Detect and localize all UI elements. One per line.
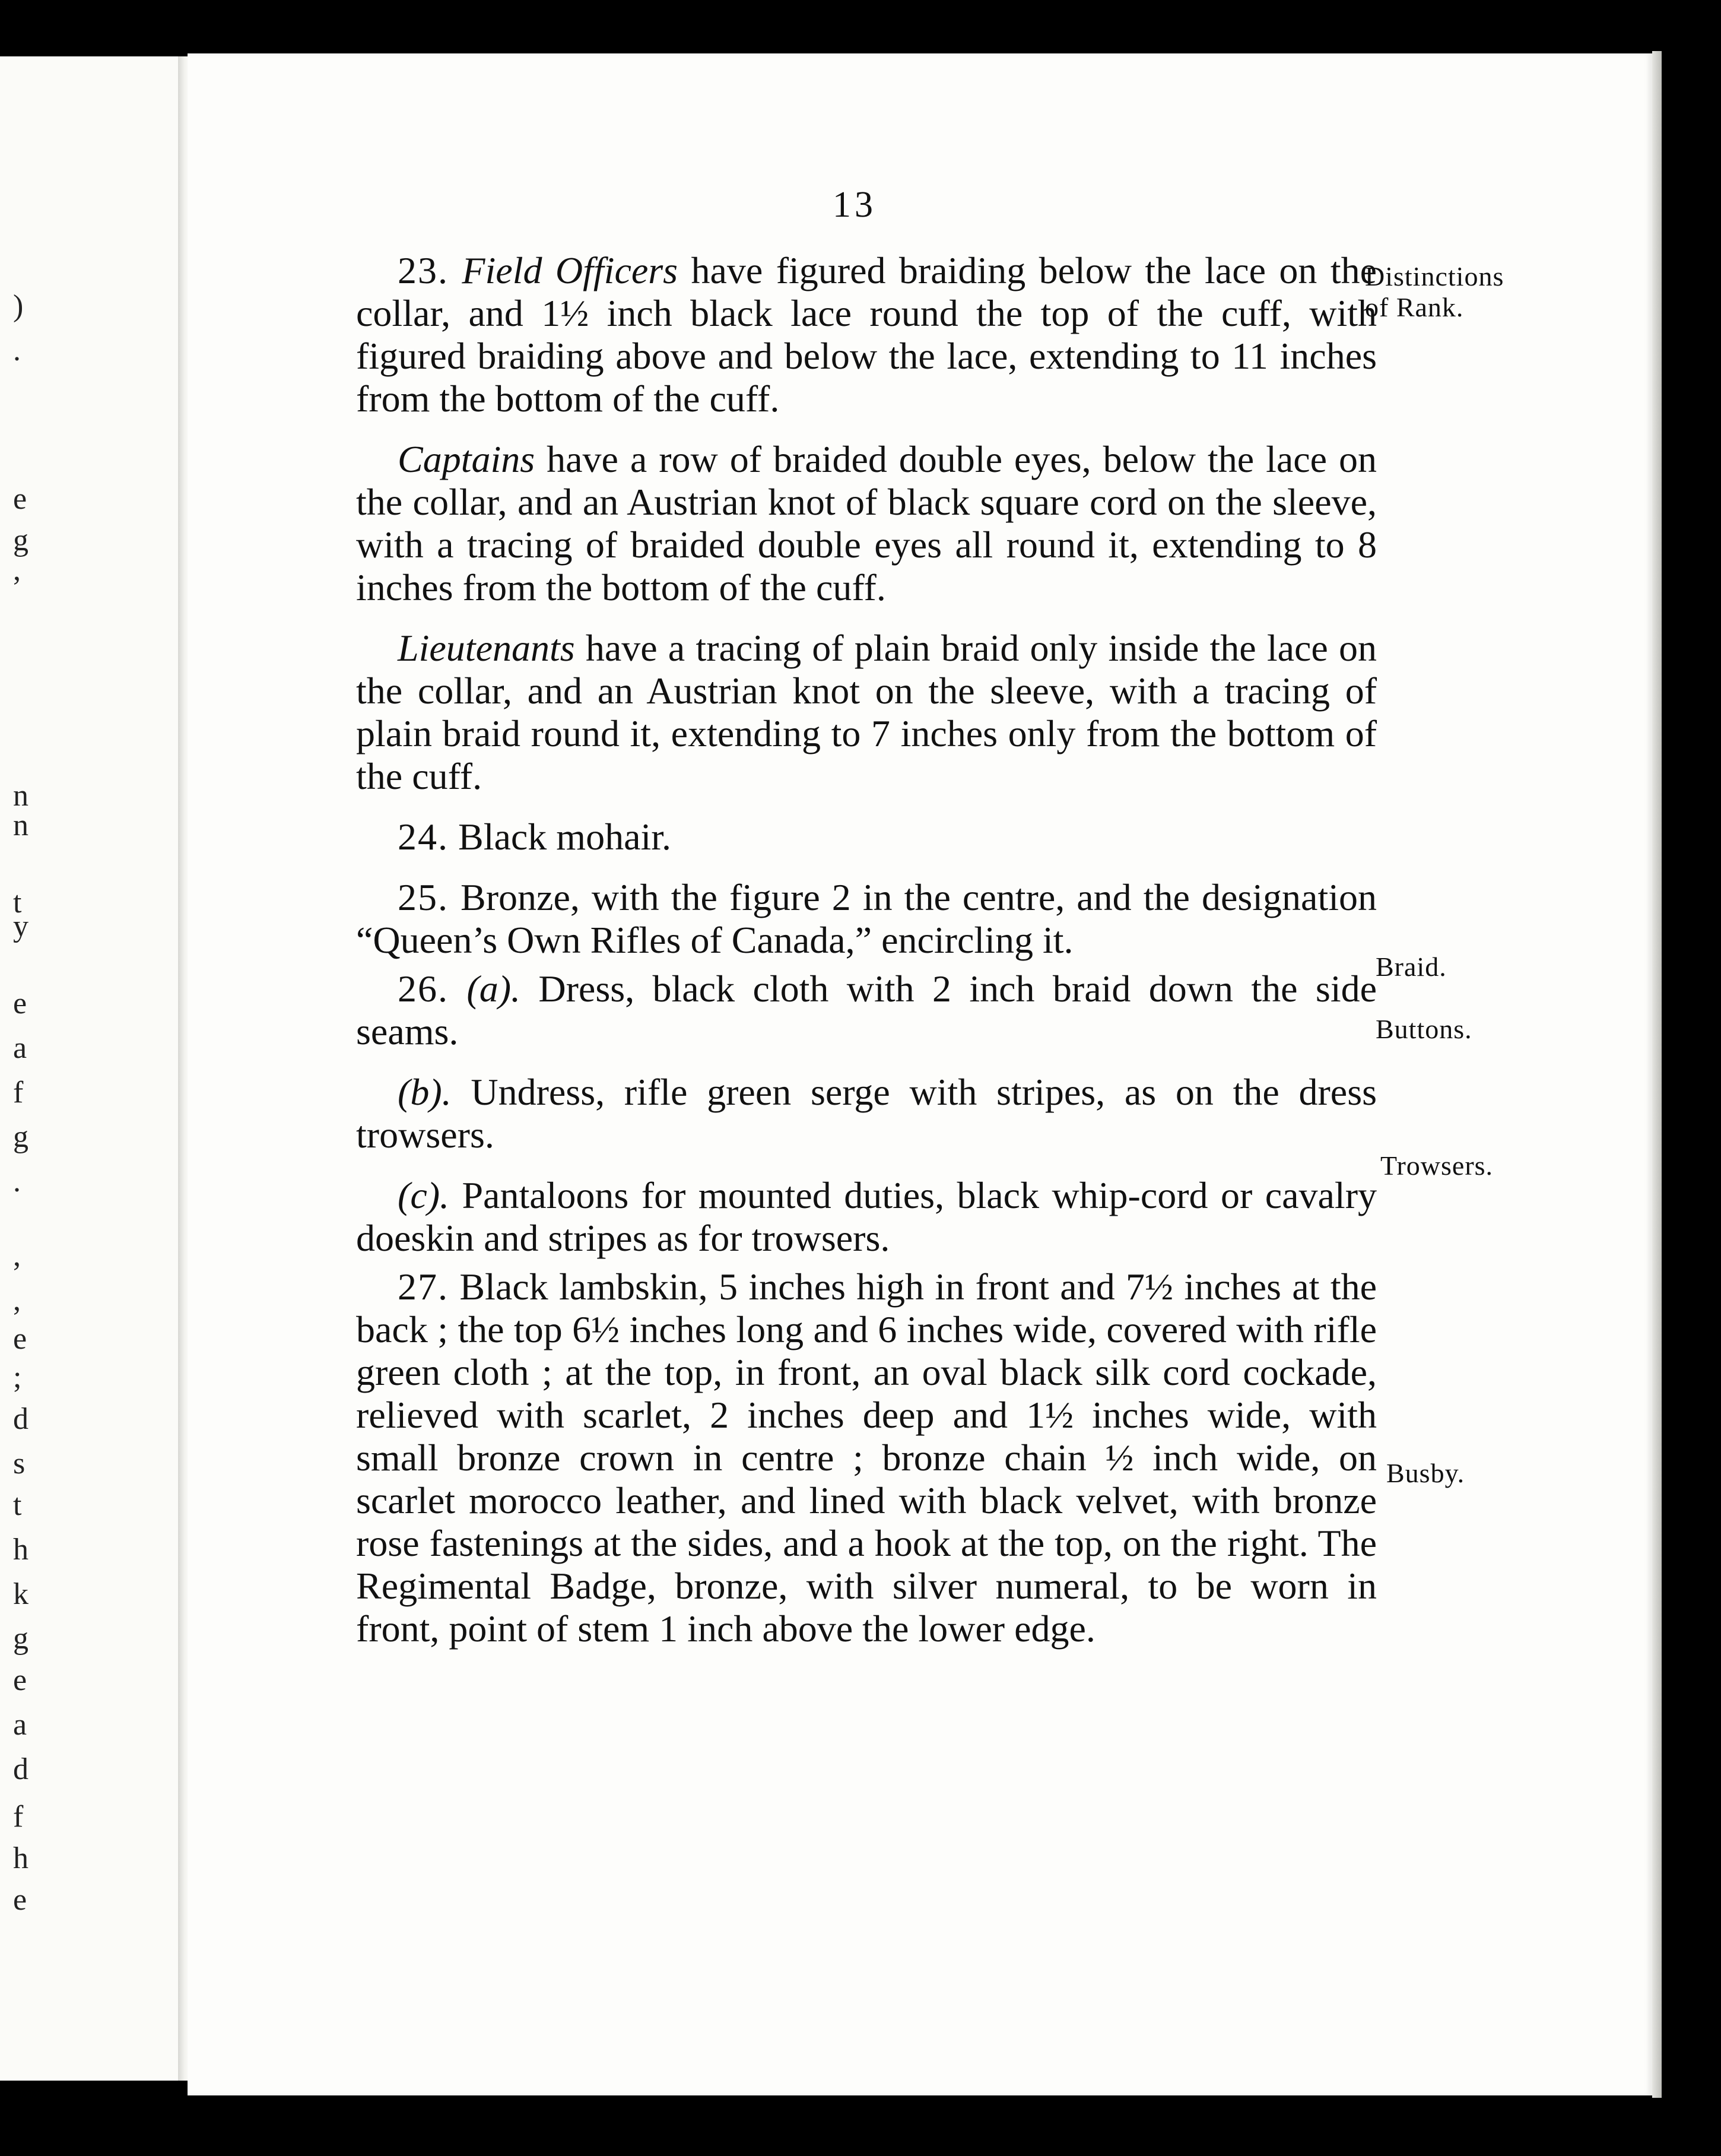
left-fragment: d xyxy=(13,1402,28,1436)
left-fragment: t xyxy=(13,1488,22,1522)
margin-note-braid: Braid. xyxy=(1376,952,1447,982)
left-fragment: e xyxy=(13,1883,27,1917)
left-fragment: f xyxy=(13,1076,24,1109)
left-fragment: n xyxy=(13,779,28,813)
page-number: 13 xyxy=(833,185,877,225)
paragraph-number: 24. xyxy=(398,816,449,858)
paragraph-27 xyxy=(356,1266,1377,1650)
margin-note-buttons: Buttons. xyxy=(1376,1014,1472,1044)
left-fragment: h xyxy=(13,1841,28,1875)
margin-note-line: of Rank. xyxy=(1365,292,1464,322)
paragraph-26b xyxy=(356,1071,1377,1156)
paragraph-text: Black mohair. xyxy=(458,816,672,858)
paragraph-captains xyxy=(356,438,1377,609)
paragraph-text: have figured braiding below the lace on the collar, and 1½ inch black lace round the top of the cuff, with figured braiding above and below the lace, extending to 11 inches from the bottom of the cuff. xyxy=(356,249,1377,420)
paragraph-number: 27. xyxy=(398,1266,449,1308)
left-fragment: , xyxy=(13,1283,21,1317)
paragraph-lieutenants xyxy=(356,627,1377,798)
sub-label: (c). xyxy=(398,1174,450,1216)
margin-note-busby: Busby. xyxy=(1386,1458,1465,1488)
sub-label: (a). xyxy=(466,968,520,1010)
paragraph-25 xyxy=(356,876,1377,962)
rank-label-field-officers: Field Officers xyxy=(462,249,678,291)
rank-label-captains: Captains xyxy=(398,438,535,480)
paragraph-text: Black lambskin, 5 inches high in front and 7½ inches at the back ; the top 6½ inches long and 6 inches wide, covered with rifle green cloth ; at the top, in front, an oval black silk cord cockade, relieved with scarlet, 2 inches deep and 1½ inches wide, with small bronze crown in centre ; bronze chain ½ inch wide, on scarlet morocco leather, and lined with black velvet, with bronze rose fastenings at the sides, and a hook at the top, on the right. The Regimental Badge, bronze, with silver numeral, to be worn in front, point of stem 1 inch above the lower edge. xyxy=(356,1266,1377,1650)
paragraph-23 xyxy=(356,249,1377,420)
left-fragment: . xyxy=(13,334,21,367)
left-fragment: k xyxy=(13,1577,28,1611)
paragraph-text: have a row of braided double eyes, below the lace on the collar, and an Austrian knot of black square cord on the sleeve, with a tracing of braided double eyes all round it, extending to 8 inches from the bottom of the cuff. xyxy=(356,438,1377,608)
left-fragment: f xyxy=(13,1800,24,1834)
page-edge xyxy=(1652,51,1662,2098)
left-page xyxy=(0,56,185,2081)
left-fragment: s xyxy=(13,1447,26,1480)
left-fragment: e xyxy=(13,482,27,516)
paragraph-text: Dress, black cloth with 2 inch braid down the side seams. xyxy=(356,968,1377,1052)
left-fragment: ) xyxy=(13,289,24,323)
left-fragment: . xyxy=(13,1165,21,1199)
left-fragment: e xyxy=(13,1322,27,1356)
paragraph-number: 25. xyxy=(398,876,449,918)
paragraph-number: 26. xyxy=(398,968,449,1010)
margin-note-distinctions xyxy=(1365,261,1504,323)
left-fragment: t xyxy=(13,886,22,920)
left-fragment: , xyxy=(13,1239,21,1273)
left-fragment: e xyxy=(13,1663,27,1697)
left-fragment: d xyxy=(13,1752,28,1786)
margin-note-line: Distinctions xyxy=(1365,261,1504,291)
paragraph-26a xyxy=(356,968,1377,1053)
paragraph-24 xyxy=(356,816,1377,858)
body-text xyxy=(356,249,1377,1650)
left-page-fragments xyxy=(0,56,185,2081)
left-fragment: y xyxy=(13,909,28,943)
left-fragment: ; xyxy=(13,1361,22,1394)
left-fragment: h xyxy=(13,1533,28,1567)
margin-note-trowsers: Trowsers. xyxy=(1380,1150,1494,1181)
left-fragment: a xyxy=(13,1031,27,1065)
left-fragment: n xyxy=(13,808,28,842)
paragraph-number: 23. xyxy=(398,249,449,291)
paragraph-text: have a tracing of plain braid only inside the lace on the collar, and an Austrian knot on the sleeve, with a tracing of plain braid round it, extending to 7 inches only from the bottom of the cuff. xyxy=(356,627,1377,797)
paragraph-26c xyxy=(356,1174,1377,1260)
left-fragment: , xyxy=(13,553,21,587)
paragraph-text: Undress, rifle green serge with stripes, as on the dress trowsers. xyxy=(356,1071,1377,1156)
left-fragment: g xyxy=(13,1120,28,1154)
left-fragment: a xyxy=(13,1708,27,1742)
left-fragment: e xyxy=(13,987,27,1020)
left-fragment: g xyxy=(13,1622,28,1656)
paragraph-text: Pantaloons for mounted duties, black whip-cord or cavalry doeskin and stripes as for trowsers. xyxy=(356,1174,1377,1259)
left-fragment: g xyxy=(13,524,28,557)
rank-label-lieutenants: Lieutenants xyxy=(398,627,575,669)
sub-label: (b). xyxy=(398,1071,452,1113)
paragraph-text: Bronze, with the figure 2 in the centre, and the designation “Queen’s Own Rifles of Canada,” encircling it. xyxy=(356,876,1377,961)
